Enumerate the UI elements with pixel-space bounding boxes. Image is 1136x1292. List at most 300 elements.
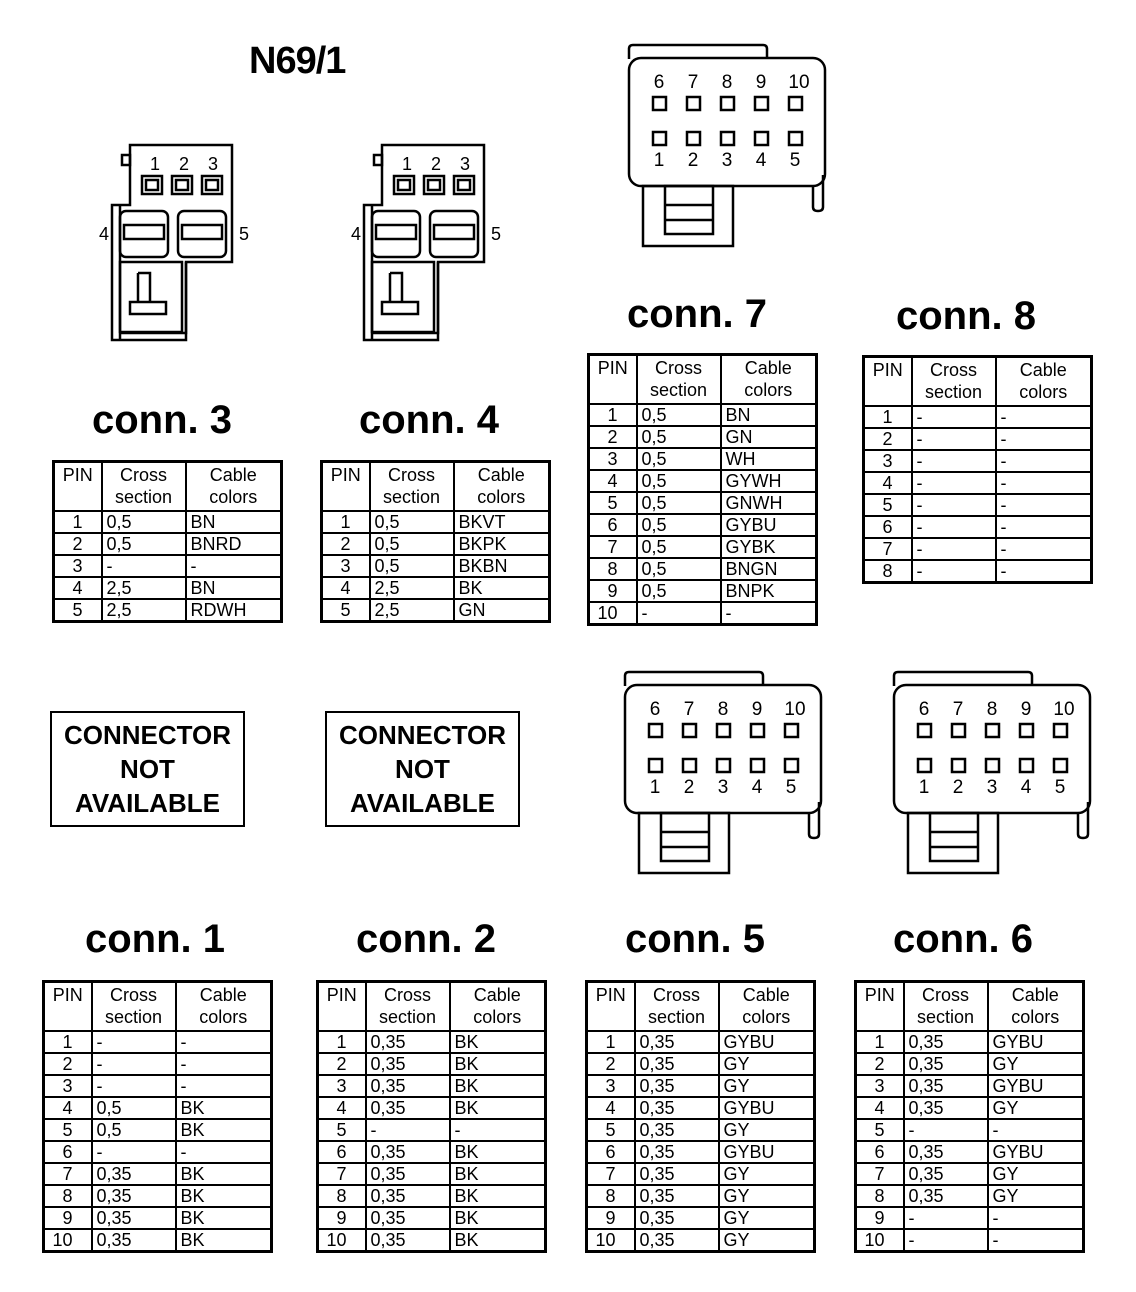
table-row [44, 1075, 272, 1097]
cross-section-cell: 0,5 [637, 580, 721, 602]
cross-section-cell: 0,5 [637, 514, 721, 536]
large-connector-drawing-conn7 [629, 45, 825, 246]
cross-section-cell: 0,35 [366, 1075, 450, 1097]
small-connector-drawing-conn4 [351, 145, 501, 340]
pin-cell: 4 [864, 472, 912, 494]
na-line: AVAILABLE [350, 788, 495, 818]
pin-cell: 4 [44, 1097, 92, 1119]
pin-cell: 3 [322, 555, 370, 577]
table-row [322, 555, 550, 577]
table-row [587, 1185, 815, 1207]
pin-label: 7 [687, 72, 699, 93]
table-row [589, 492, 817, 514]
table-row [54, 511, 282, 533]
cable-color-cell: BK [450, 1053, 546, 1075]
conn6-title: conn. 6 [893, 917, 1034, 961]
cable-color-cell: RDWH [186, 599, 282, 622]
pin-cell: 2 [318, 1053, 366, 1075]
cross-section-cell: - [102, 555, 186, 577]
table-row [856, 1097, 1084, 1119]
pin-cell: 10 [52, 1230, 73, 1250]
cable-color-cell: BK [176, 1185, 272, 1207]
cable-color-cell: GY [719, 1207, 815, 1229]
cable-color-cell: - [176, 1053, 272, 1075]
cross-section-cell: 0,5 [637, 426, 721, 448]
pin-cell: 6 [864, 516, 912, 538]
cross-section-cell: 0,5 [370, 533, 454, 555]
cable-color-cell: GYBU [719, 1031, 815, 1053]
cable-color-cell: - [996, 406, 1092, 428]
cable-color-cell: GYWH [721, 470, 817, 492]
cable-color-cell: GN [721, 426, 817, 448]
header-pin: PIN [318, 982, 366, 1032]
pin-label: 9 [751, 699, 763, 720]
pin-label: 5 [490, 224, 502, 244]
na-line: AVAILABLE [75, 788, 220, 818]
pin-label: 2 [178, 154, 190, 174]
pin-cell: 1 [864, 406, 912, 428]
table-row [589, 602, 817, 625]
header-cross-section: Cross section [912, 357, 996, 407]
pin-label: 3 [459, 154, 471, 174]
table-header-row [54, 462, 282, 512]
pin-label: 5 [785, 777, 797, 798]
cable-color-cell: BK [176, 1229, 272, 1252]
header-pin: PIN [864, 357, 912, 407]
pin-label: 3 [986, 777, 998, 798]
cross-section-cell: - [912, 450, 996, 472]
conn3-pin-table [52, 460, 283, 623]
cable-color-cell: GY [719, 1163, 815, 1185]
cable-color-cell: - [996, 494, 1092, 516]
large-connector-drawing-conn5 [625, 672, 821, 873]
pin-label: 2 [687, 150, 699, 171]
cross-section-cell: 0,35 [366, 1141, 450, 1163]
table-row [587, 1229, 815, 1252]
pin-cell: 10 [597, 603, 618, 623]
header-cross-section: Cross section [904, 982, 988, 1032]
header-pin: PIN [589, 355, 637, 405]
table-header-row [322, 462, 550, 512]
cable-color-cell: - [176, 1031, 272, 1053]
cross-section-cell: - [92, 1053, 176, 1075]
header-pin: PIN [44, 982, 92, 1032]
cable-color-cell: BK [176, 1163, 272, 1185]
table-row [587, 1141, 815, 1163]
table-row [587, 1119, 815, 1141]
header-cable-colors: Cable colors [719, 982, 815, 1032]
pin-label: 5 [789, 150, 801, 171]
table-row [318, 1031, 546, 1053]
pin-label: 9 [1020, 699, 1032, 720]
cross-section-cell: 0,35 [635, 1207, 719, 1229]
pin-label: 7 [683, 699, 695, 720]
cross-section-cell: - [904, 1229, 988, 1252]
table-row [318, 1163, 546, 1185]
cable-color-cell: BK [450, 1097, 546, 1119]
cable-color-cell: GY [719, 1229, 815, 1252]
pin-label: 10 [784, 699, 806, 720]
conn7-title: conn. 7 [627, 292, 768, 336]
pin-cell: 6 [44, 1141, 92, 1163]
conn2-title: conn. 2 [356, 917, 497, 961]
table-row [587, 1207, 815, 1229]
table-row [318, 1141, 546, 1163]
cross-section-cell: 0,5 [92, 1097, 176, 1119]
pin-cell: 1 [589, 404, 637, 426]
pin-cell: 7 [587, 1163, 635, 1185]
pin-label: 4 [350, 224, 362, 244]
cross-section-cell: 0,5 [370, 511, 454, 533]
cross-section-cell: 0,5 [370, 555, 454, 577]
pin-cell: 6 [318, 1141, 366, 1163]
cable-color-cell: BK [450, 1141, 546, 1163]
cable-color-cell: GN [454, 599, 550, 622]
pin-label: 3 [717, 777, 729, 798]
header-cross-section: Cross section [102, 462, 186, 512]
table-header-row [587, 982, 815, 1032]
conn7-pin-table [587, 353, 818, 626]
table-row [589, 580, 817, 602]
pin-cell: 5 [589, 492, 637, 514]
cable-color-cell: BK [454, 577, 550, 599]
cable-color-cell: GY [719, 1075, 815, 1097]
table-row [864, 406, 1092, 428]
cable-color-cell: BKBN [454, 555, 550, 577]
pin-label: 9 [755, 72, 767, 93]
cable-color-cell: BKPK [454, 533, 550, 555]
pin-cell: 1 [44, 1031, 92, 1053]
header-cable-colors: Cable colors [176, 982, 272, 1032]
cross-section-cell: 2,5 [370, 599, 454, 622]
table-row [44, 1031, 272, 1053]
table-row [589, 404, 817, 426]
pin-cell: 8 [587, 1185, 635, 1207]
pin-cell: 6 [589, 514, 637, 536]
pin-cell: 7 [856, 1163, 904, 1185]
cable-color-cell: GYBK [721, 536, 817, 558]
table-row [856, 1031, 1084, 1053]
cross-section-cell: 0,35 [635, 1185, 719, 1207]
cable-color-cell: - [988, 1119, 1084, 1141]
pin-label: 6 [918, 699, 930, 720]
table-row [856, 1119, 1084, 1141]
table-row [587, 1075, 815, 1097]
table-row [44, 1163, 272, 1185]
cross-section-cell: 0,35 [635, 1119, 719, 1141]
table-row [587, 1163, 815, 1185]
cable-color-cell: BNPK [721, 580, 817, 602]
pin-cell: 10 [864, 1230, 885, 1250]
cross-section-cell: 0,35 [366, 1185, 450, 1207]
cross-section-cell: 0,35 [92, 1207, 176, 1229]
conn6-pin-table [854, 980, 1085, 1253]
pin-cell: 7 [864, 538, 912, 560]
table-row [318, 1229, 546, 1252]
pin-cell: 1 [856, 1031, 904, 1053]
pin-label: 8 [717, 699, 729, 720]
cable-color-cell: - [176, 1075, 272, 1097]
cross-section-cell: 0,35 [904, 1097, 988, 1119]
table-row [322, 599, 550, 622]
pin-cell: 4 [587, 1097, 635, 1119]
header-cable-colors: Cable colors [454, 462, 550, 512]
table-row [44, 1141, 272, 1163]
cable-color-cell: GY [719, 1119, 815, 1141]
pin-cell: 8 [589, 558, 637, 580]
table-row [589, 470, 817, 492]
pin-cell: 10 [595, 1230, 616, 1250]
header-cross-section: Cross section [635, 982, 719, 1032]
cross-section-cell: 0,35 [92, 1229, 176, 1252]
cross-section-cell: 0,5 [637, 470, 721, 492]
table-header-row [318, 982, 546, 1032]
cable-color-cell: BK [176, 1097, 272, 1119]
cable-color-cell: GYBU [719, 1141, 815, 1163]
cable-color-cell: WH [721, 448, 817, 470]
cable-color-cell: - [186, 555, 282, 577]
cable-color-cell: - [988, 1229, 1084, 1252]
table-row [318, 1119, 546, 1141]
header-cable-colors: Cable colors [186, 462, 282, 512]
table-row [864, 494, 1092, 516]
pin-label: 1 [918, 777, 930, 798]
pin-label: 2 [430, 154, 442, 174]
pin-cell: 8 [318, 1185, 366, 1207]
pin-label: 6 [649, 699, 661, 720]
cross-section-cell: 0,5 [102, 533, 186, 555]
table-row [856, 1207, 1084, 1229]
pin-cell: 3 [54, 555, 102, 577]
cross-section-cell: 0,35 [366, 1031, 450, 1053]
cross-section-cell: - [912, 560, 996, 583]
pin-cell: 4 [318, 1097, 366, 1119]
pin-label: 2 [952, 777, 964, 798]
cable-color-cell: GYBU [988, 1075, 1084, 1097]
header-cable-colors: Cable colors [988, 982, 1084, 1032]
pin-label: 1 [149, 154, 161, 174]
pin-cell: 2 [44, 1053, 92, 1075]
cross-section-cell: 2,5 [102, 577, 186, 599]
pin-cell: 3 [589, 448, 637, 470]
na-line: NOT [120, 754, 175, 784]
table-row [318, 1075, 546, 1097]
cable-color-cell: BK [176, 1119, 272, 1141]
table-header-row [856, 982, 1084, 1032]
na-line: NOT [395, 754, 450, 784]
table-row [44, 1053, 272, 1075]
pin-cell: 2 [589, 426, 637, 448]
cross-section-cell: 0,35 [904, 1163, 988, 1185]
cable-color-cell: GYBU [719, 1097, 815, 1119]
pin-label: 6 [653, 72, 665, 93]
pin-label: 5 [238, 224, 250, 244]
pin-cell: 5 [864, 494, 912, 516]
cable-color-cell: BNGN [721, 558, 817, 580]
pin-cell: 5 [856, 1119, 904, 1141]
small-connector-drawing-conn3 [99, 145, 249, 340]
cable-color-cell: GYBU [988, 1141, 1084, 1163]
cable-color-cell: BK [176, 1207, 272, 1229]
cable-color-cell: BK [450, 1207, 546, 1229]
header-cable-colors: Cable colors [721, 355, 817, 405]
cable-color-cell: BN [186, 511, 282, 533]
table-row [54, 577, 282, 599]
table-row [856, 1053, 1084, 1075]
table-row [318, 1053, 546, 1075]
table-row [318, 1207, 546, 1229]
cross-section-cell: 0,35 [635, 1163, 719, 1185]
cross-section-cell: - [912, 516, 996, 538]
conn5-title: conn. 5 [625, 917, 766, 961]
table-row [864, 472, 1092, 494]
cable-color-cell: - [996, 560, 1092, 583]
conn4-title: conn. 4 [359, 398, 500, 442]
pin-cell: 2 [856, 1053, 904, 1075]
cross-section-cell: 0,35 [635, 1031, 719, 1053]
connector-not-available-box [50, 711, 245, 827]
cross-section-cell: 0,35 [92, 1185, 176, 1207]
cable-color-cell: BK [450, 1031, 546, 1053]
cable-color-cell: GY [719, 1053, 815, 1075]
table-row [589, 536, 817, 558]
cable-color-cell: - [996, 428, 1092, 450]
table-row [589, 558, 817, 580]
pin-cell: 3 [318, 1075, 366, 1097]
table-row [856, 1229, 1084, 1252]
table-row [864, 516, 1092, 538]
pin-cell: 4 [322, 577, 370, 599]
cable-color-cell: BK [450, 1163, 546, 1185]
cross-section-cell: 0,35 [904, 1053, 988, 1075]
cable-color-cell: BKVT [454, 511, 550, 533]
document-title: N69/1 [249, 40, 346, 82]
table-row [589, 448, 817, 470]
pin-cell: 9 [318, 1207, 366, 1229]
pin-cell: 4 [589, 470, 637, 492]
cross-section-cell: 0,35 [635, 1141, 719, 1163]
pin-cell: 5 [587, 1119, 635, 1141]
cross-section-cell: 0,35 [366, 1229, 450, 1252]
cross-section-cell: - [912, 406, 996, 428]
cross-section-cell: - [92, 1075, 176, 1097]
cross-section-cell: 0,35 [904, 1141, 988, 1163]
pin-cell: 8 [856, 1185, 904, 1207]
pin-cell: 2 [54, 533, 102, 555]
cross-section-cell: 0,35 [366, 1053, 450, 1075]
cable-color-cell: - [996, 450, 1092, 472]
pin-label: 7 [952, 699, 964, 720]
pin-label: 3 [207, 154, 219, 174]
table-row [322, 533, 550, 555]
cross-section-cell: 0,35 [366, 1097, 450, 1119]
cross-section-cell: - [912, 538, 996, 560]
cross-section-cell: - [92, 1141, 176, 1163]
table-row [44, 1207, 272, 1229]
table-row [587, 1053, 815, 1075]
table-row [589, 426, 817, 448]
table-row [864, 560, 1092, 583]
pin-cell: 3 [864, 450, 912, 472]
header-cross-section: Cross section [92, 982, 176, 1032]
conn1-pin-table [42, 980, 273, 1253]
pin-cell: 3 [587, 1075, 635, 1097]
pin-cell: 10 [326, 1230, 347, 1250]
pin-cell: 2 [587, 1053, 635, 1075]
table-row [44, 1097, 272, 1119]
pin-cell: 9 [587, 1207, 635, 1229]
header-pin: PIN [54, 462, 102, 512]
table-row [318, 1097, 546, 1119]
table-row [54, 555, 282, 577]
header-pin: PIN [856, 982, 904, 1032]
cable-color-cell: GYBU [721, 514, 817, 536]
pin-label: 8 [986, 699, 998, 720]
pin-cell: 7 [44, 1163, 92, 1185]
table-row [587, 1031, 815, 1053]
cable-color-cell: BN [186, 577, 282, 599]
cross-section-cell: - [912, 494, 996, 516]
cable-color-cell: BN [721, 404, 817, 426]
cable-color-cell: - [996, 538, 1092, 560]
pin-cell: 3 [44, 1075, 92, 1097]
table-row [864, 428, 1092, 450]
table-row [587, 1097, 815, 1119]
cross-section-cell: 0,35 [366, 1163, 450, 1185]
table-row [856, 1185, 1084, 1207]
pin-cell: 1 [587, 1031, 635, 1053]
header-cross-section: Cross section [366, 982, 450, 1032]
pin-cell: 8 [44, 1185, 92, 1207]
cross-section-cell: 0,5 [102, 511, 186, 533]
table-row [322, 577, 550, 599]
header-cable-colors: Cable colors [450, 982, 546, 1032]
table-header-row [864, 357, 1092, 407]
table-header-row [44, 982, 272, 1032]
cross-section-cell: 2,5 [370, 577, 454, 599]
cross-section-cell: 2,5 [102, 599, 186, 622]
cable-color-cell: GNWH [721, 492, 817, 514]
table-row [44, 1119, 272, 1141]
cross-section-cell: 0,35 [635, 1229, 719, 1252]
cable-color-cell: - [450, 1119, 546, 1141]
cable-color-cell: - [176, 1141, 272, 1163]
pin-label: 1 [653, 150, 665, 171]
table-row [44, 1229, 272, 1252]
pin-label: 10 [788, 72, 810, 93]
pin-cell: 6 [856, 1141, 904, 1163]
pin-cell: 5 [318, 1119, 366, 1141]
pin-label: 8 [721, 72, 733, 93]
pin-cell: 5 [340, 600, 351, 620]
pin-cell: 1 [322, 511, 370, 533]
header-pin: PIN [322, 462, 370, 512]
cross-section-cell: - [912, 472, 996, 494]
cross-section-cell: 0,35 [635, 1097, 719, 1119]
cable-color-cell: GYBU [988, 1031, 1084, 1053]
table-row [856, 1163, 1084, 1185]
cable-color-cell: - [988, 1207, 1084, 1229]
cable-color-cell: - [996, 472, 1092, 494]
header-cross-section: Cross section [637, 355, 721, 405]
cross-section-cell: - [904, 1119, 988, 1141]
cross-section-cell: 0,35 [366, 1207, 450, 1229]
cross-section-cell: 0,35 [635, 1075, 719, 1097]
table-header-row [589, 355, 817, 405]
cable-color-cell: GY [988, 1097, 1084, 1119]
cross-section-cell: 0,35 [635, 1053, 719, 1075]
conn3-title: conn. 3 [92, 398, 233, 442]
